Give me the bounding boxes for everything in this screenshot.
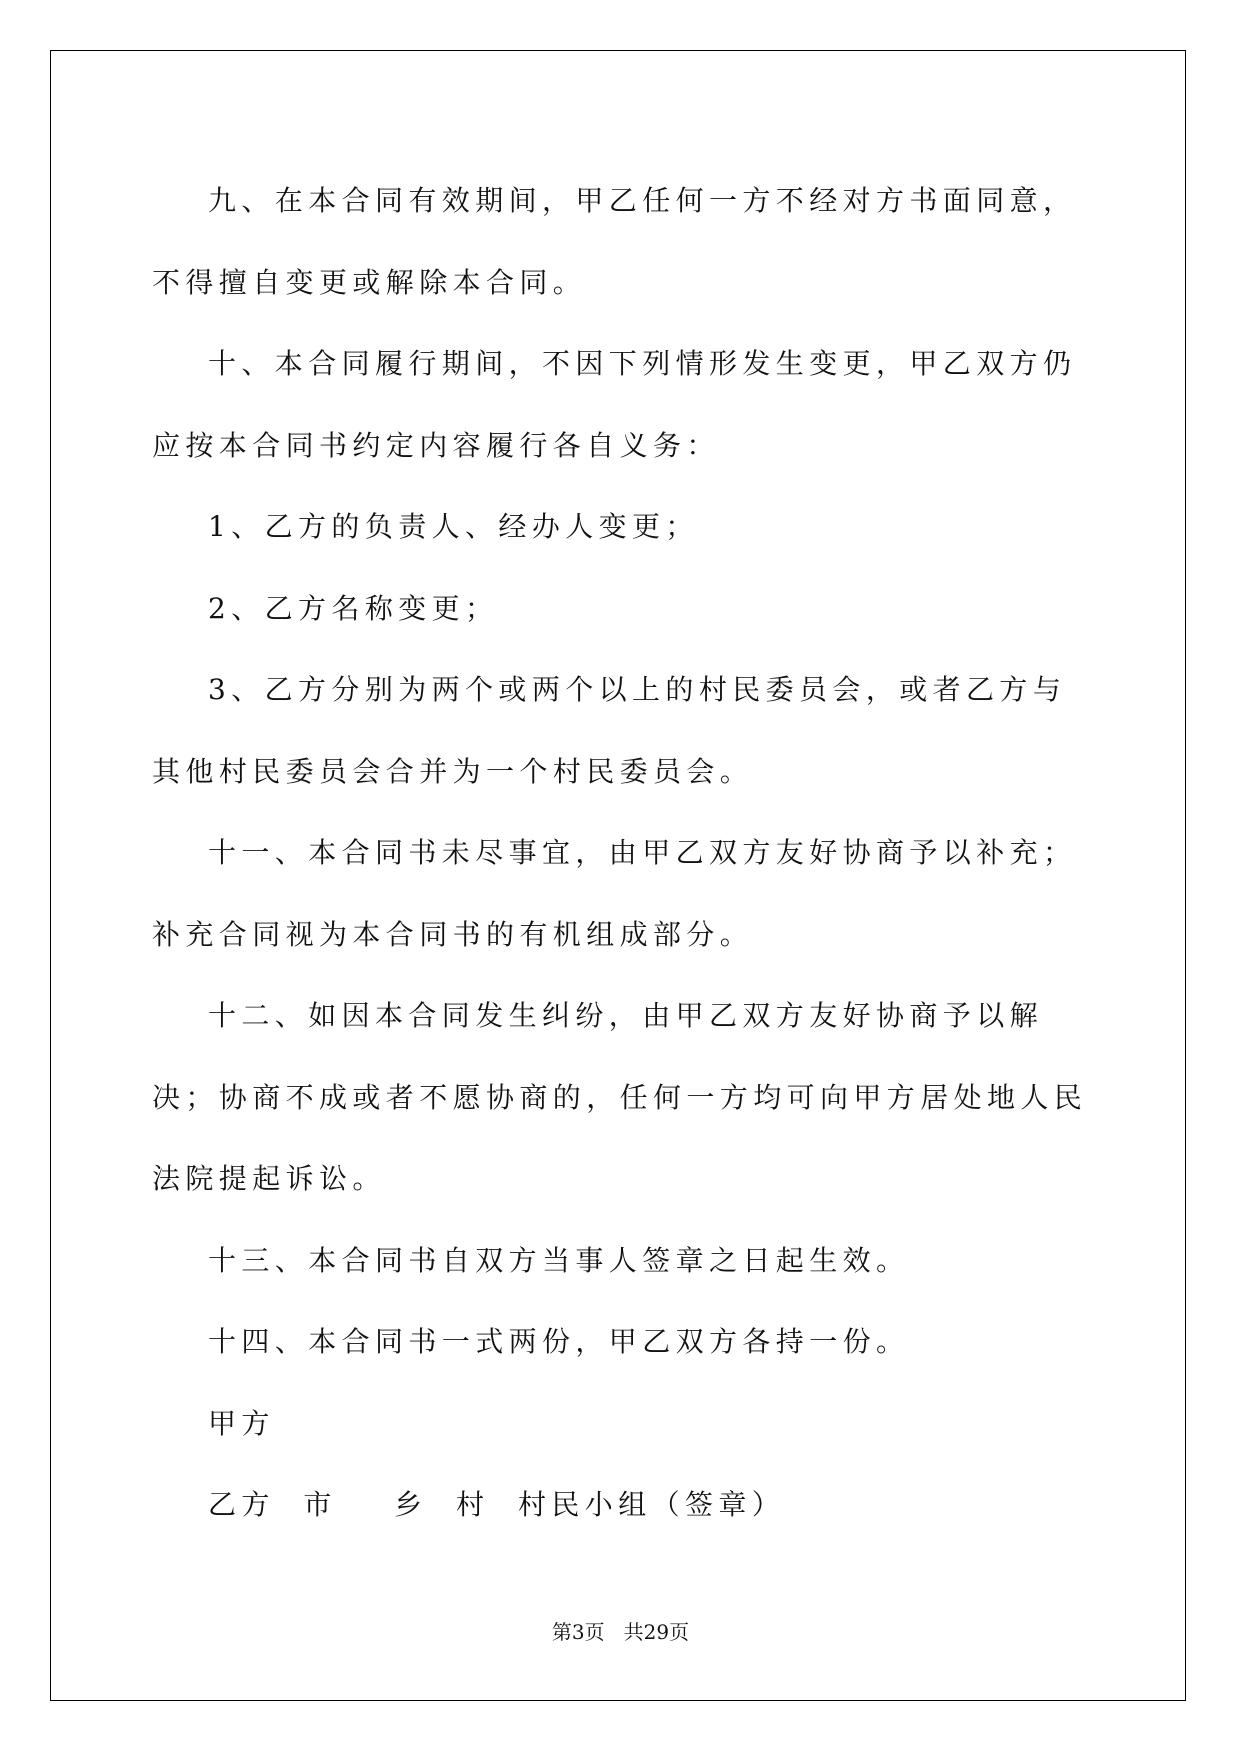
page-number-footer: 第3页 共29页 [551,1620,690,1644]
clause-10-item-2: 2、乙方名称变更； [208,591,499,625]
clause-12: 十二、如因本合同发生纠纷，由甲乙双方友好协商予以解决；协商不成或者不愿协商的，任何一方均可向甲方居处地人民法院提起诉讼。 [152,999,1088,1195]
clause-10: 十、本合同履行期间，不因下列情形发生变更，甲乙双方仍应按本合同书约定内容履行各自义务： [152,347,1077,462]
clause-9: 九、在本合同有效期间，甲乙任何一方不经对方书面同意，不得擅自变更或解除本合同。 [152,184,1077,299]
clause-11: 十一、本合同书未尽事宜，由甲乙双方友好协商予以补充；补充合同视为本合同书的有机组成部分。 [152,836,1077,951]
party-b-signature-line: 乙方 市 乡 村 村民小组（签章） [208,1488,786,1521]
document-body [152,160,1092,1546]
clause-10-item-3: 3、乙方分别为两个或两个以上的村民委员会，或者乙方与其他村民委员会合并为一个村民委员会。 [152,673,1067,788]
party-a-signature-line: 甲方 [208,1406,275,1440]
clause-14: 十四、本合同书一式两份，甲乙双方各持一份。 [208,1325,910,1358]
clause-13: 十三、本合同书自双方当事人签章之日起生效。 [208,1243,910,1277]
clause-10-item-1: 1、乙方的负责人、经办人变更； [208,510,699,543]
